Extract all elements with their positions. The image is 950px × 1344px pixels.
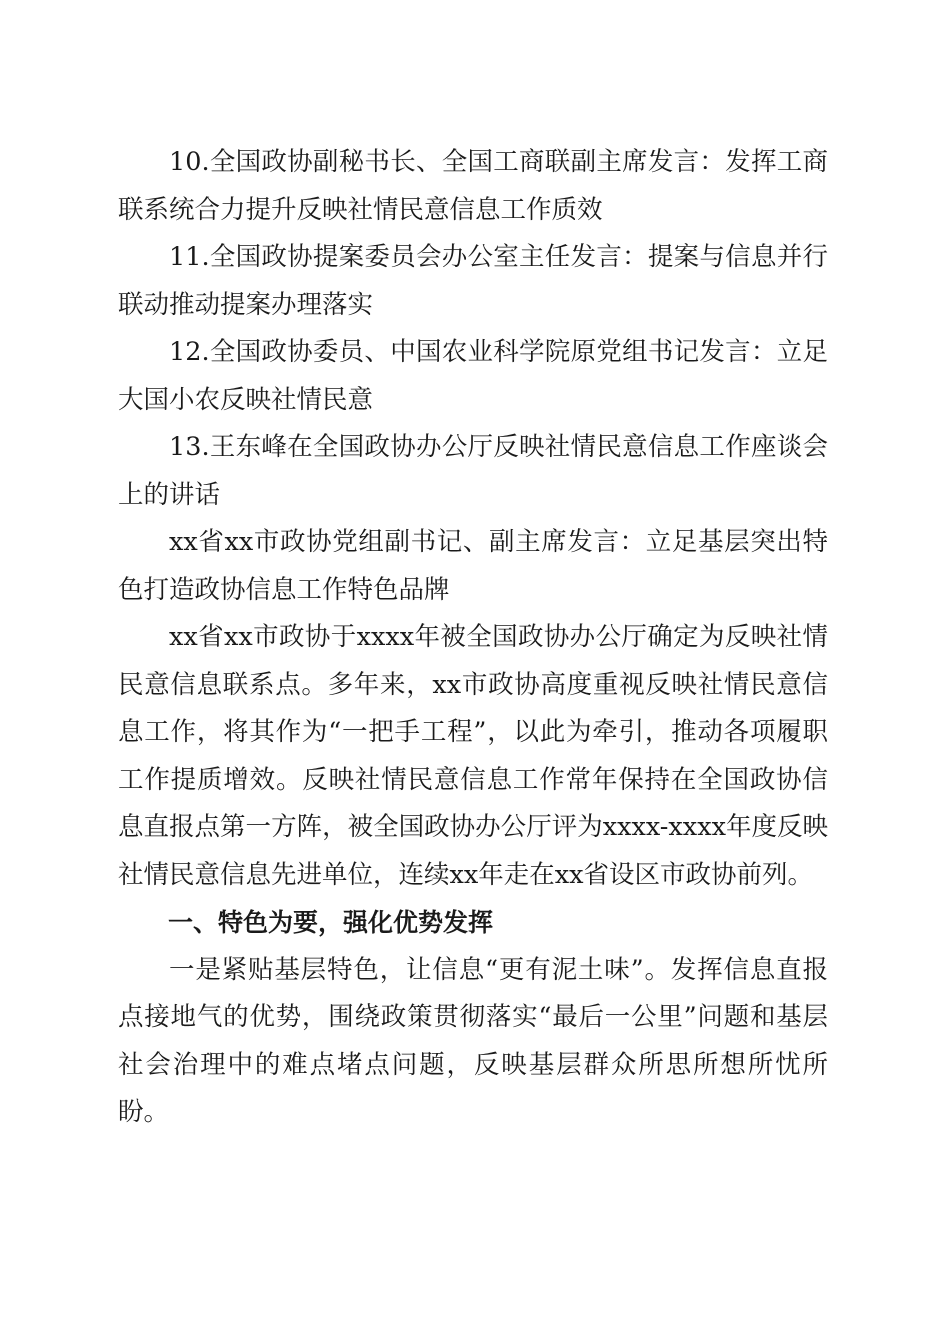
list-item-13: 13.王东峰在全国政协办公厅反映社情民意信息工作座谈会上的讲话 bbox=[118, 432, 828, 510]
list-item-12: 12.全国政协委员、中国农业科学院原党组书记发言：立足大国小农反映社情民意 bbox=[118, 337, 828, 415]
section-heading: 一、特色为要，强化优势发挥 bbox=[168, 908, 494, 937]
list-item-11: 11.全国政协提案委员会办公室主任发言：提案与信息并行联动推动提案办理落实 bbox=[118, 242, 828, 320]
section-paragraph: 一是紧贴基层特色，让信息“更有泥土味”。发挥信息直报点接地气的优势，围绕政策贯彻落实“最后一公里”问题和基层社会治理中的难点堵点问题，反映基层群众所思所想所忧所盼。 bbox=[118, 954, 828, 1127]
document-body bbox=[118, 139, 828, 1137]
list-item-10: 10.全国政协副秘书长、全国工商联副主席发言：发挥工商联系统合力提升反映社情民意信息工作质效 bbox=[118, 147, 828, 225]
speech-title: xx省xx市政协党组副书记、副主席发言：立足基层突出特色打造政协信息工作特色品牌 bbox=[118, 527, 828, 605]
intro-paragraph: xx省xx市政协于xxxx年被全国政协办公厅确定为反映社情民意信息联系点。多年来，xx市政协高度重视反映社情民意信息工作，将其作为“一把手工程”，以此为牵引，推动各项履职工作提质增效。反映社情民意信息工作常年保持在全国政协信息直报点第一方阵，被全国政协办公厅评为xxxx-xxxx年度反映社情民意信息先进单位，连续xx年走在xx省设区市政协前列。 bbox=[118, 622, 828, 890]
